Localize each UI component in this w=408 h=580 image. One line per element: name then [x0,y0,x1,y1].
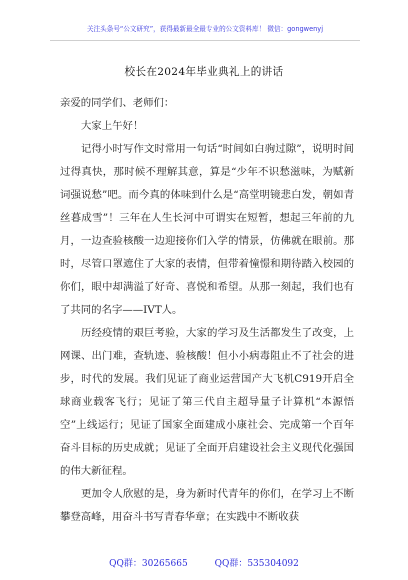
qq-group-link-1[interactable]: QQ群：30265665 [109,559,188,569]
paragraph: 记得小时写作文时常用一句话“时间如白驹过隙”，说明时间过得真快，那时候不理解其意，算是“少年不识愁滋味，为赋新词强说愁”吧。而今真的体味到什么是“高堂明镜悲白发，朝如青丝暮成雪”！三年在人生长河中可谓实在短暂，想起三年前的九月，一边查验核酸一边迎接你们入学的情景，仿佛就在眼前。那时，尽管口罩遮住了大家的表情，但带着憧憬和期待踏入校园的你们，眼中却满溢了好奇、喜悦和希望。从那一刻起，我们也有了共同的名字——IVT人。 [60,143,354,316]
document-title: 校长在2024年毕业典礼上的讲话 [124,66,284,78]
qq-group-link-2[interactable]: QQ群：535304092 [214,559,299,569]
document-body [60,92,354,529]
salutation: 亲爱的同学们、老师们： [60,97,175,109]
footer-contacts [0,556,408,569]
greeting: 大家上午好！ [81,120,144,132]
paragraph: 历经疫情的艰巨考验，大家的学习及生活都发生了改变，上网课、出门难，查轨迹、验核酸！但小小病毒阻止不了社会的进步，时代的发展。我们见证了商业运营国产大飞机C919开启全球商业载客飞行；见证了第三代自主超导量子计算机“本源悟空”上线运行；见证了国家全面建成小康社会、完成第一个百年奋斗目标的历史成就；见证了全面开启建设社会主义现代化强国的伟大新征程。 [60,327,354,477]
header-divider [50,40,360,41]
paragraph: 更加令人欣慰的是，身为新时代青年的你们，在学习上不断攀登高峰，用奋斗书写青春华章；在实践中不断收获 [60,488,354,523]
header-banner: 关注头条号“公文研究”，获得最新最全最专业的公文资料库！ 微信：gongwenyj [86,25,324,33]
